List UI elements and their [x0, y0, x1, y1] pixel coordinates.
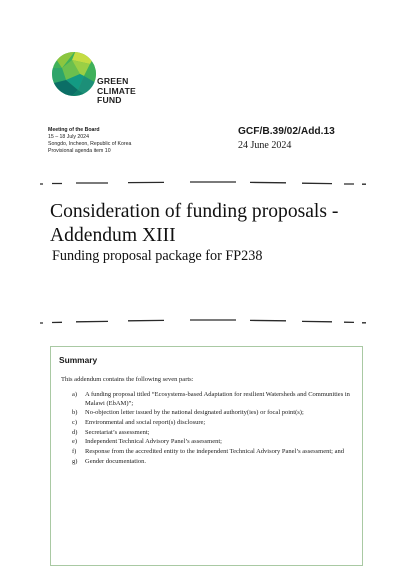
summary-parts-list — [61, 391, 351, 467]
list-text: No-objection letter issued by the national designated authority(ies) or focal point(s); — [85, 409, 304, 417]
list-marker: d) — [72, 428, 78, 436]
list-marker: c) — [72, 418, 78, 426]
logo-wordmark — [97, 77, 136, 106]
gcf-globe-icon — [50, 50, 98, 98]
list-item — [61, 458, 351, 467]
list-item — [61, 409, 351, 418]
page-subtitle: Funding proposal package for FP238 — [52, 248, 263, 264]
meeting-location: Songdo, Incheon, Republic of Korea — [48, 141, 132, 147]
summary-heading: Summary — [59, 355, 98, 365]
summary-intro: This addendum contains the following seven parts: — [61, 376, 194, 383]
list-marker: a) — [72, 391, 78, 398]
logo-line: FUND — [97, 95, 122, 106]
meeting-info — [48, 127, 218, 155]
list-text: A funding proposal titled “Ecosystems-based Adaptation for resilient Watersheds and Communities in Malawi (EbAM)”; — [85, 391, 350, 407]
summary-box — [50, 346, 363, 566]
gcf-logo — [50, 50, 142, 106]
list-marker: g) — [72, 457, 78, 465]
meeting-dates: 15 – 18 July 2024 — [48, 134, 89, 140]
logo-line: CLIMATE — [97, 85, 136, 96]
document-info — [238, 125, 378, 153]
document-symbol: GCF/B.39/02/Add.13 — [238, 126, 335, 137]
list-marker: b) — [72, 409, 78, 417]
list-item — [61, 391, 351, 408]
list-text: Response from the accredited entity to the independent Technical Advisory Panel’s assessment; and — [85, 447, 344, 455]
agenda-item: Provisional agenda item 10 — [48, 148, 111, 154]
list-item — [61, 448, 351, 457]
list-text: Secretariat’s assessment; — [85, 428, 150, 436]
list-item — [61, 419, 351, 428]
list-marker: f) — [72, 447, 77, 455]
list-item — [61, 429, 351, 438]
list-text: Gender documentation. — [85, 457, 147, 465]
list-marker: e) — [72, 438, 78, 446]
top-divider — [40, 180, 370, 186]
list-text: Independent Technical Advisory Panel’s assessment; — [85, 438, 222, 446]
logo-line: GREEN — [97, 76, 129, 86]
bottom-divider — [40, 318, 370, 324]
list-item — [61, 438, 351, 447]
page-title: Consideration of funding proposals - Addendum XIII — [50, 201, 339, 246]
list-text: Environmental and social report(s) disclosure; — [85, 418, 206, 426]
document-date: 24 June 2024 — [238, 140, 292, 151]
meeting-label: Meeting of the Board — [48, 127, 100, 133]
